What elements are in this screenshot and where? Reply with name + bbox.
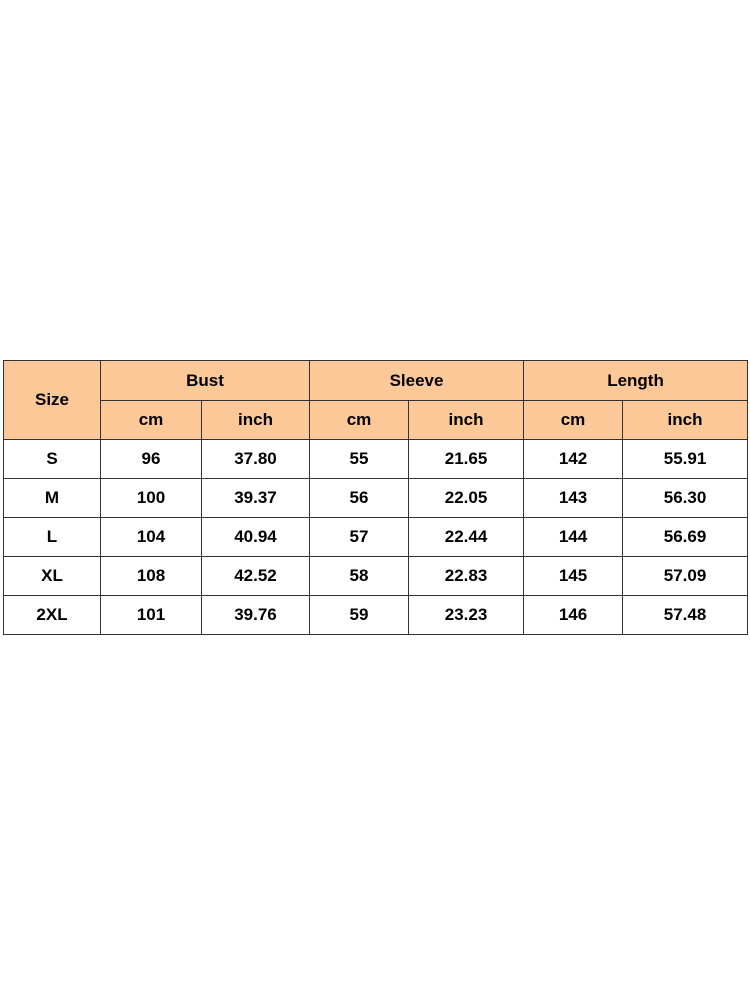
size-chart-table <box>3 360 748 635</box>
table-cell: 39.37 <box>202 479 310 518</box>
size-cell: S <box>4 440 101 479</box>
table-cell: 22.05 <box>409 479 524 518</box>
table-cell: 40.94 <box>202 518 310 557</box>
table-cell: 55 <box>310 440 409 479</box>
length-header-cell: Length <box>524 361 748 401</box>
size-header-cell: Size <box>4 361 101 440</box>
size-cell: 2XL <box>4 596 101 635</box>
table-cell: 59 <box>310 596 409 635</box>
size-cell: L <box>4 518 101 557</box>
header-row-units <box>4 401 748 440</box>
size-cell: XL <box>4 557 101 596</box>
table-cell: 58 <box>310 557 409 596</box>
table-cell: 55.91 <box>623 440 748 479</box>
table-row <box>4 479 748 518</box>
table-cell: 23.23 <box>409 596 524 635</box>
unit-header-cell: inch <box>202 401 310 440</box>
table-cell: 146 <box>524 596 623 635</box>
table-cell: 96 <box>101 440 202 479</box>
table-cell: 100 <box>101 479 202 518</box>
table-cell: 144 <box>524 518 623 557</box>
table-cell: 56.69 <box>623 518 748 557</box>
table-cell: 56.30 <box>623 479 748 518</box>
table-cell: 101 <box>101 596 202 635</box>
table-cell: 142 <box>524 440 623 479</box>
table-cell: 22.83 <box>409 557 524 596</box>
bust-header-cell: Bust <box>101 361 310 401</box>
table-row <box>4 557 748 596</box>
table-cell: 21.65 <box>409 440 524 479</box>
table-cell: 57.48 <box>623 596 748 635</box>
size-cell: M <box>4 479 101 518</box>
table-cell: 39.76 <box>202 596 310 635</box>
table-row <box>4 596 748 635</box>
table-cell: 57 <box>310 518 409 557</box>
table-cell: 22.44 <box>409 518 524 557</box>
table-cell: 37.80 <box>202 440 310 479</box>
sleeve-header-cell: Sleeve <box>310 361 524 401</box>
table-cell: 57.09 <box>623 557 748 596</box>
unit-header-cell: cm <box>524 401 623 440</box>
unit-header-cell: inch <box>409 401 524 440</box>
table-row <box>4 440 748 479</box>
header-row-groups <box>4 361 748 401</box>
table-cell: 56 <box>310 479 409 518</box>
unit-header-cell: cm <box>101 401 202 440</box>
table-cell: 104 <box>101 518 202 557</box>
table-cell: 143 <box>524 479 623 518</box>
unit-header-cell: cm <box>310 401 409 440</box>
table-cell: 108 <box>101 557 202 596</box>
unit-header-cell: inch <box>623 401 748 440</box>
table-cell: 145 <box>524 557 623 596</box>
table-row <box>4 518 748 557</box>
table-cell: 42.52 <box>202 557 310 596</box>
